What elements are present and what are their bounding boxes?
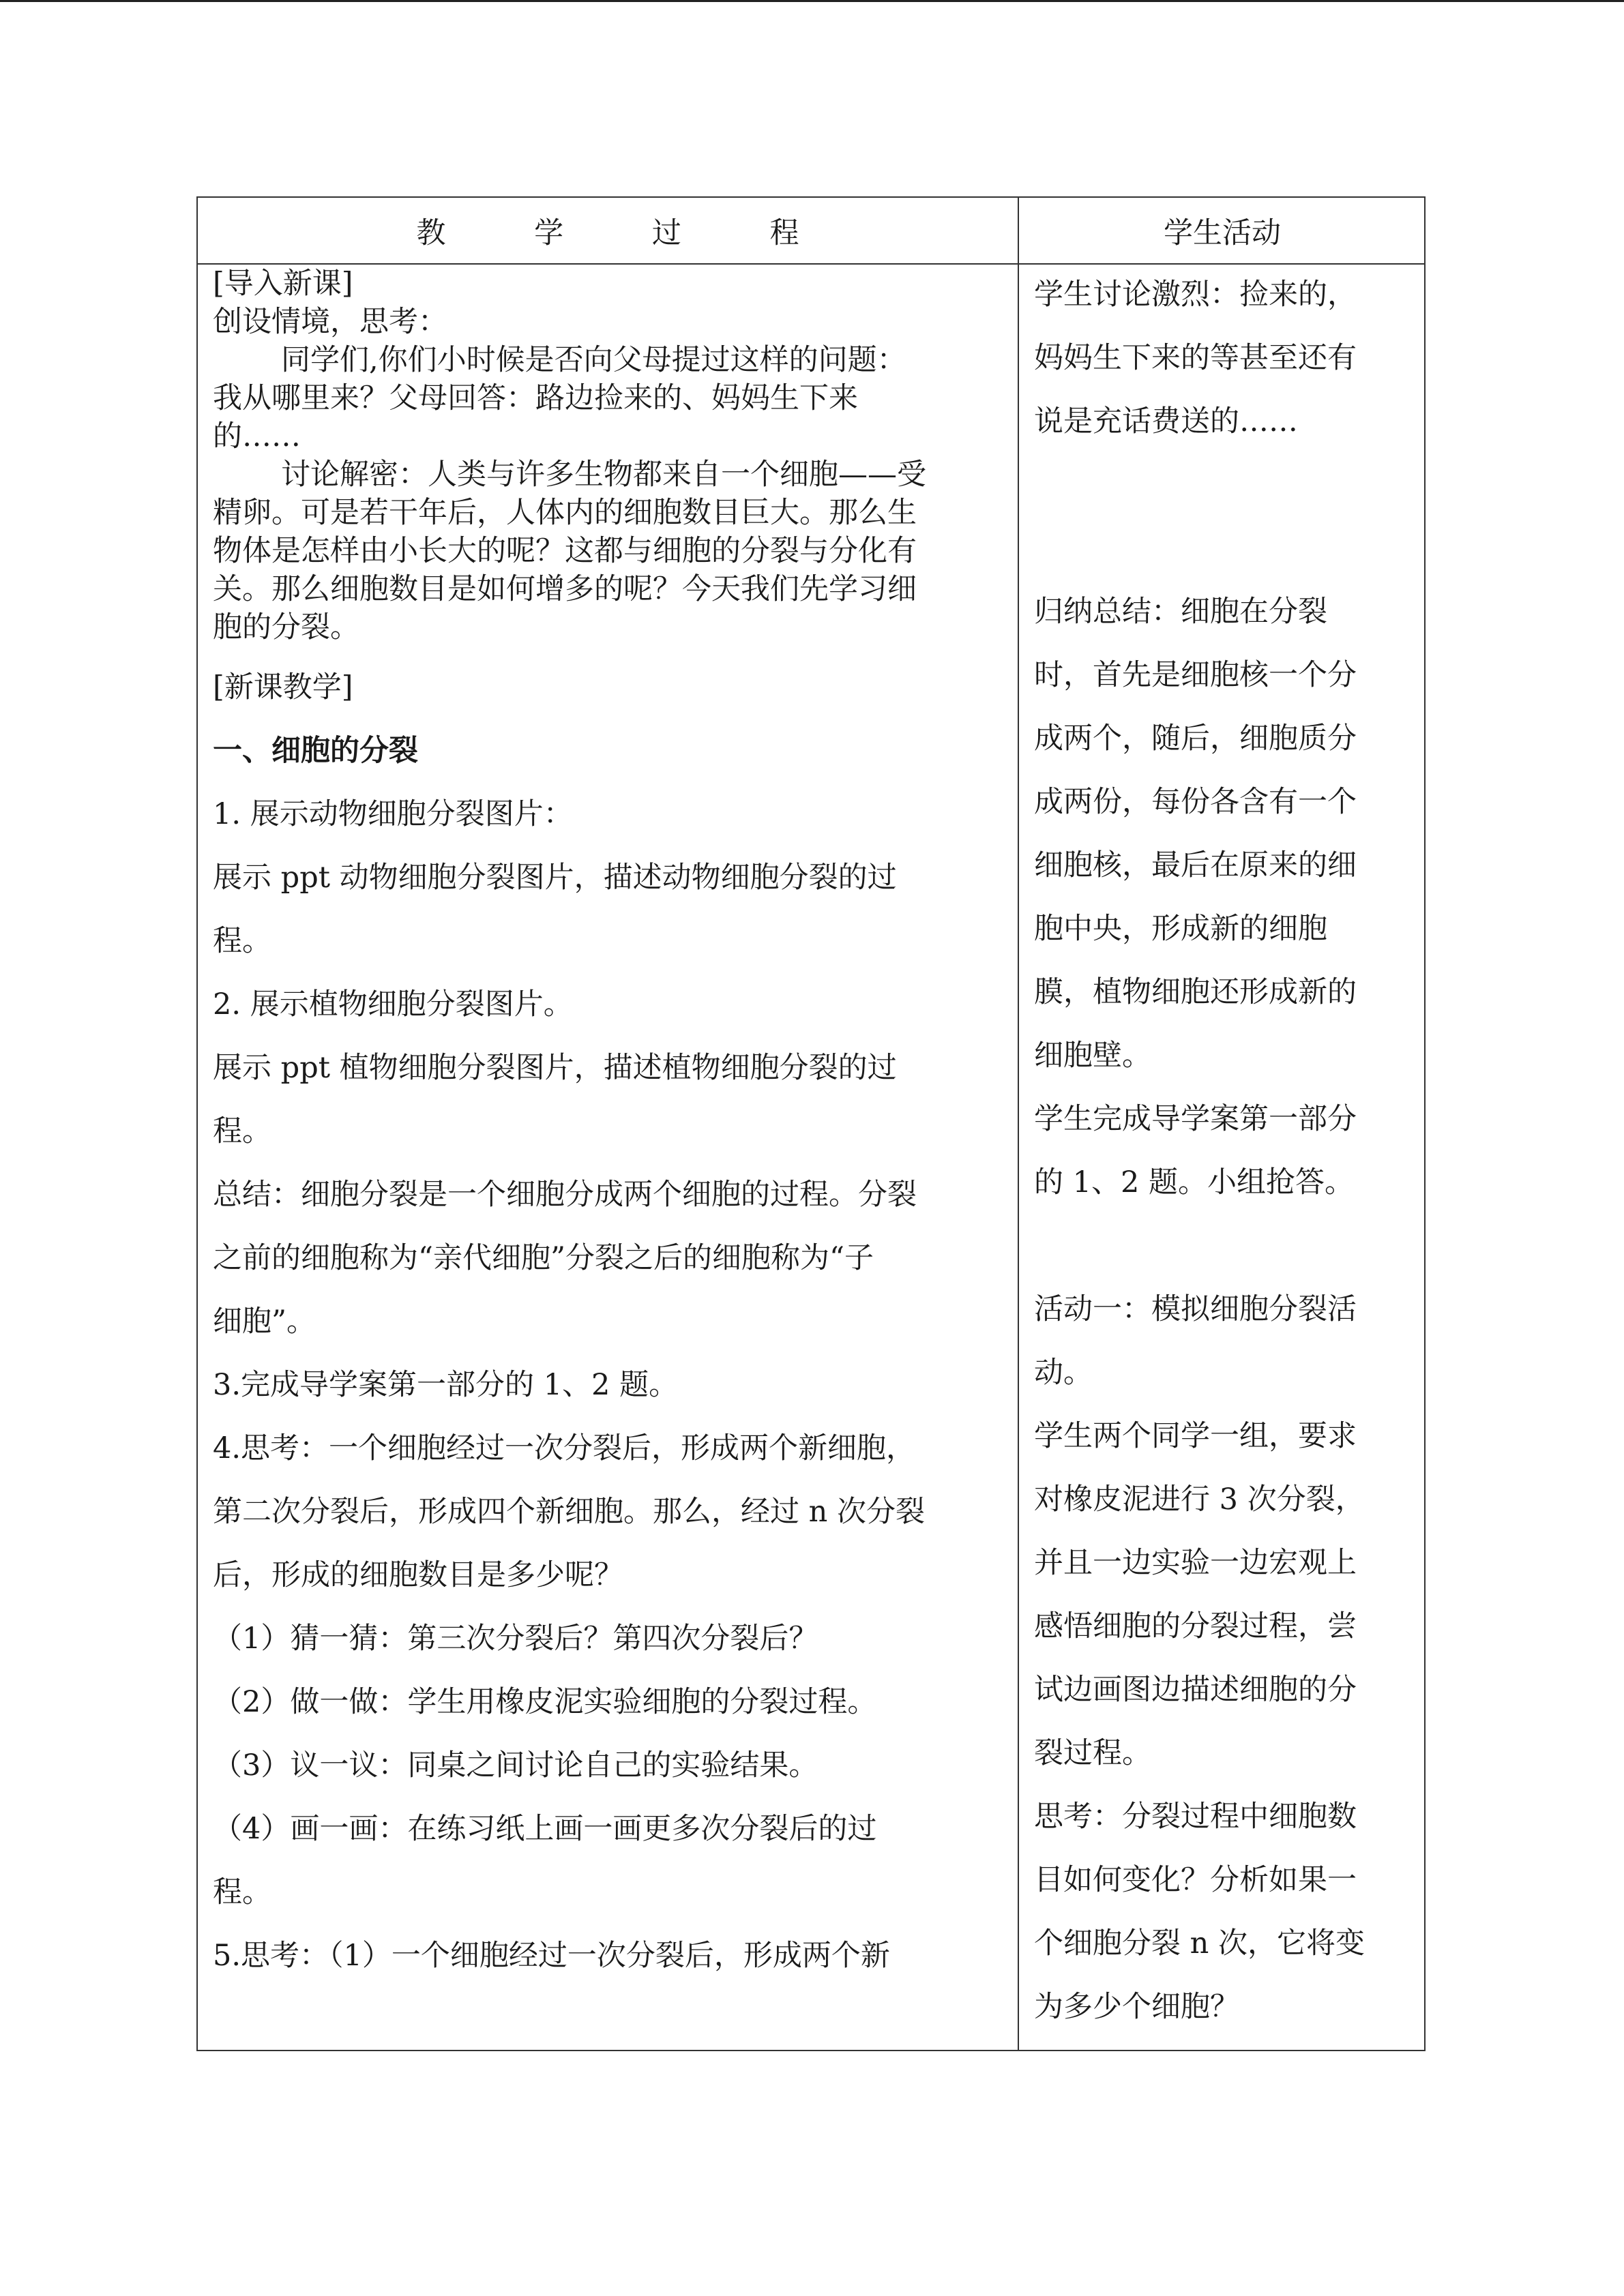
- new-lesson-heading: [新课教学]: [213, 670, 353, 704]
- activity-line: 胞中央，形成新的细胞: [1034, 912, 1327, 946]
- intro-paragraph-line: 物体是怎样由小长大的呢？这都与细胞的分裂与分化有: [213, 534, 917, 568]
- activity-line: 目如何变化？分析如果一: [1034, 1863, 1357, 1897]
- activity-line: 裂过程。: [1034, 1736, 1151, 1770]
- header-teaching-process: 教 学 过 程: [416, 215, 839, 250]
- activity-line: 归纳总结：细胞在分裂: [1034, 595, 1327, 629]
- lesson-line: 后，形成的细胞数目是多少呢？: [213, 1558, 623, 1592]
- activity-line: 成两个，随后，细胞质分: [1034, 721, 1357, 756]
- activity-line: 膜，植物细胞还形成新的: [1034, 975, 1357, 1009]
- activity-line: 个细胞分裂 n 次，它将变: [1034, 1926, 1365, 1960]
- intro-paragraph-line: 讨论解密：人类与许多生物都来自一个细胞——受: [281, 458, 926, 492]
- lesson-line: 展示 ppt 植物细胞分裂图片，描述植物细胞分裂的过: [213, 1051, 897, 1085]
- activity-line: 为多少个细胞？: [1034, 1990, 1239, 2024]
- spacer: [1034, 453, 1416, 580]
- spacer: [1034, 1214, 1416, 1278]
- activity-line: 妈妈生下来的等甚至还有: [1034, 341, 1357, 375]
- activity-line: 动。: [1034, 1356, 1093, 1390]
- activity-line: 学生讨论激烈：捡来的，: [1034, 278, 1357, 312]
- activity-line: 的 1、2 题。小组抢答。: [1034, 1165, 1355, 1199]
- lesson-line: 1. 展示动物细胞分裂图片：: [213, 797, 573, 831]
- activity-line: 试边画图边描述细胞的分: [1034, 1673, 1357, 1707]
- lesson-plan-table: [196, 196, 1426, 2051]
- activity-line: 学生两个同学一组，要求: [1034, 1419, 1357, 1453]
- activity-line: 时，首先是细胞核一个分: [1034, 658, 1357, 692]
- activity-line: 并且一边实验一边宏观上: [1034, 1546, 1357, 1580]
- activity-line: 感悟细胞的分裂过程，尝: [1034, 1609, 1357, 1643]
- activity-line: 细胞核，最后在原来的细: [1034, 848, 1357, 882]
- section-heading: 一、细胞的分裂: [213, 734, 418, 768]
- lesson-line: 4.思考：一个细胞经过一次分裂后，形成两个新细胞，: [213, 1431, 916, 1465]
- intro-block: [213, 263, 1004, 646]
- lesson-line: 程。: [213, 1114, 271, 1148]
- student-activity-column: [1034, 263, 1416, 2039]
- lesson-line: 程。: [213, 924, 271, 958]
- lesson-line: 3.完成导学案第一部分的 1、2 题。: [213, 1368, 679, 1402]
- activity-line: 说是充话费送的……: [1034, 404, 1298, 438]
- lesson-line: 细胞”。: [213, 1304, 316, 1339]
- intro-line: 创设情境，思考：: [213, 305, 447, 339]
- intro-paragraph-line: 精卵。可是若干年后，人体内的细胞数目巨大。那么生: [213, 496, 917, 530]
- new-lesson-block: [213, 656, 1004, 1988]
- intro-heading: [导入新课]: [213, 267, 353, 301]
- lesson-line: （1）猜一猜：第三次分裂后？第四次分裂后？: [213, 1622, 818, 1656]
- lesson-line: 5.思考：（1）一个细胞经过一次分裂后，形成两个新: [213, 1939, 890, 1973]
- activity-line: 思考：分裂过程中细胞数: [1034, 1800, 1357, 1834]
- activity-line: 细胞壁。: [1034, 1039, 1151, 1073]
- intro-paragraph-line: 同学们,你们小时候是否向父母提过这样的问题：: [281, 343, 906, 377]
- lesson-line: 第二次分裂后，形成四个新细胞。那么，经过 n 次分裂: [213, 1495, 926, 1529]
- intro-paragraph-line: 的……: [213, 419, 301, 453]
- page-top-border: [0, 0, 1624, 2]
- lesson-line: （4）画一画：在练习纸上画一画更多次分裂后的过: [213, 1812, 877, 1846]
- activity-line: 成两份，每份各含有一个: [1034, 785, 1357, 819]
- lesson-line: 程。: [213, 1875, 271, 1909]
- activity-line: 活动一：模拟细胞分裂活: [1034, 1292, 1357, 1326]
- teaching-process-column: [213, 263, 1004, 1988]
- lesson-line: 2. 展示植物细胞分裂图片。: [213, 987, 573, 1022]
- intro-paragraph-line: 关。那么细胞数目是如何增多的呢？今天我们先学习细: [213, 572, 917, 606]
- activity-line: 学生完成导学案第一部分: [1034, 1102, 1357, 1136]
- activity-line: 对橡皮泥进行 3 次分裂，: [1034, 1482, 1365, 1517]
- column-divider: [1018, 198, 1019, 2050]
- intro-paragraph-line: 我从哪里来？父母回答：路边捡来的、妈妈生下来: [213, 381, 858, 415]
- lesson-line: 展示 ppt 动物细胞分裂图片，描述动物细胞分裂的过: [213, 861, 897, 895]
- lesson-line: （2）做一做：学生用橡皮泥实验细胞的分裂过程。: [213, 1685, 877, 1719]
- lesson-line: 总结：细胞分裂是一个细胞分成两个细胞的过程。分裂: [213, 1178, 917, 1212]
- header-student-activity: 学生活动: [1164, 215, 1281, 250]
- lesson-line: 之前的细胞称为“亲代细胞”分裂之后的细胞称为“子: [213, 1241, 874, 1275]
- lesson-line: （3）议一议：同桌之间讨论自己的实验结果。: [213, 1748, 818, 1783]
- intro-paragraph-line: 胞的分裂。: [213, 610, 359, 644]
